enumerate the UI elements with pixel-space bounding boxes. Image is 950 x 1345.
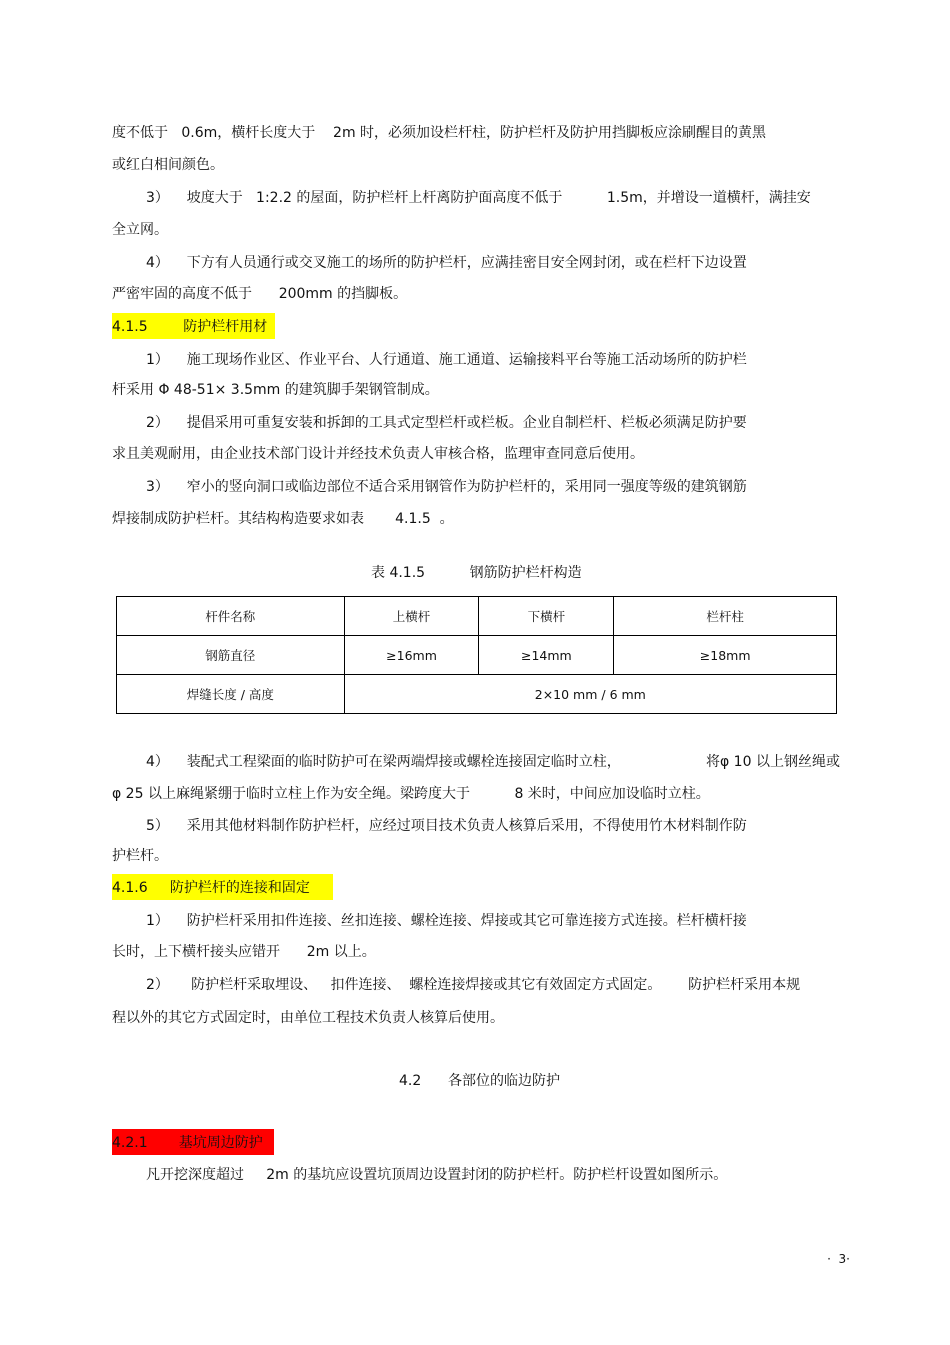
table-cell: 焊缝长度 / 高度: [117, 675, 345, 714]
paragraph-line: 全立网。: [112, 222, 168, 238]
paragraph-line: 程以外的其它方式固定时，由单位工程技术负责人核算后使用。: [112, 1010, 504, 1026]
paragraph-line: 5） 采用其他材料制作防护栏杆，应经过项目技术负责人核算后采用，不得使用竹木材料制作防: [146, 818, 747, 834]
paragraph-line: 长时，上下横杆接头应错开 2m 以上。: [112, 944, 376, 960]
table-cell: ≥18mm: [614, 636, 837, 675]
page-number: · 3·: [827, 1252, 850, 1266]
paragraph-line: 2） 防护栏杆采取埋设、 扣件连接、 螺栓连接焊接或其它有效固定方式固定。 防护栏杆采用本规: [146, 977, 801, 993]
section-heading-4-1-5: 4.1.5 防护栏杆用材: [112, 319, 268, 335]
table-header-cell: 杆件名称: [117, 597, 345, 636]
table-row: [117, 636, 837, 675]
section-heading-4-2-1: 4.2.1 基坑周边防护: [112, 1135, 263, 1151]
table-header-cell: 栏杆柱: [614, 597, 837, 636]
paragraph-line: 凡开挖深度超过 2m 的基坑应设置坑顶周边设置封闭的防护栏杆。防护栏杆设置如图所示。: [146, 1167, 728, 1183]
rebar-guardrail-table: [116, 596, 837, 714]
section-heading-4-1-6: 4.1.6 防护栏杆的连接和固定: [112, 880, 310, 896]
paragraph-line: 2） 提倡采用可重复安装和拆卸的工具式定型栏杆或栏板。企业自制栏杆、栏板必须满足防护要: [146, 415, 747, 431]
table-header-row: [117, 597, 837, 636]
paragraph-line: 护栏杆。: [112, 848, 168, 864]
paragraph-line: 焊接制成防护栏杆。其结构构造要求如表 4.1.5 。: [112, 511, 454, 527]
table-cell: 2×10 mm / 6 mm: [344, 675, 836, 714]
table-header-cell: 上横杆: [344, 597, 479, 636]
table-cell: 钢筋直径: [117, 636, 345, 675]
paragraph-line: 3） 窄小的竖向洞口或临边部位不适合采用钢管作为防护栏杆的，采用同一强度等级的建筑钢筋: [146, 479, 747, 495]
paragraph-line: 度不低于 0.6m，横杆长度大于 2m 时，必须加设栏杆柱，防护栏杆及防护用挡脚板应涂刷醒目的黄黑: [112, 125, 767, 141]
table-cell: ≥16mm: [344, 636, 479, 675]
paragraph-line: φ 25 以上麻绳紧绷于临时立柱上作为安全绳。梁跨度大于 8 米时，中间应加设临时立柱。: [112, 786, 710, 802]
paragraph-line: 4） 装配式工程梁面的临时防护可在梁两端焊接或螺栓连接固定临时立柱，: [146, 754, 621, 770]
paragraph-line: 1） 防护栏杆采用扣件连接、丝扣连接、螺栓连接、焊接或其它可靠连接方式连接。栏杆横杆接: [146, 913, 747, 929]
paragraph-line: 杆采用 Φ 48-51× 3.5mm 的建筑脚手架钢管制成。: [112, 382, 439, 398]
table-cell: ≥14mm: [479, 636, 614, 675]
paragraph-line: 4） 下方有人员通行或交叉施工的场所的防护栏杆，应满挂密目安全网封闭，或在栏杆下边设置: [146, 255, 747, 271]
paragraph-line: 3） 坡度大于 1:2.2 的屋面，防护栏杆上杆离防护面高度不低于 1.5m，并增设一道横杆，满挂安: [146, 190, 811, 206]
table-caption: 表 4.1.5 钢筋防护栏杆构造: [371, 565, 582, 581]
paragraph-line: 将φ 10 以上钢丝绳或: [706, 754, 840, 770]
table-row: [117, 675, 837, 714]
paragraph-line: 求且美观耐用，由企业技术部门设计并经技术负责人审核合格，监理审查同意后使用。: [112, 446, 644, 462]
section-heading-4-2: 4.2 各部位的临边防护: [399, 1073, 560, 1089]
paragraph-line: 或红白相间颜色。: [112, 157, 224, 173]
table-header-cell: 下横杆: [479, 597, 614, 636]
paragraph-line: 1） 施工现场作业区、作业平台、人行通道、施工通道、运输接料平台等施工活动场所的防护栏: [146, 352, 747, 368]
paragraph-line: 严密牢固的高度不低于 200mm 的挡脚板。: [112, 286, 408, 302]
